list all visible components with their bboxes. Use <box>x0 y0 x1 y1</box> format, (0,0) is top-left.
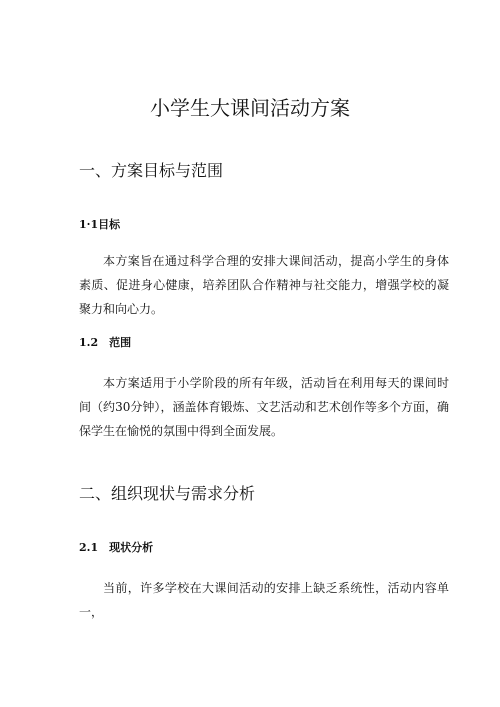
section-heading-2: 二、组织现状与需求分析 <box>79 484 256 503</box>
subsection-heading-1-1: 1·1目标 <box>79 218 121 231</box>
subsection-heading-1-2: 1.2 范围 <box>79 336 132 349</box>
document-title: 小学生大课间活动方案 <box>150 96 350 120</box>
paragraph-1-2: 本方案适用于小学阶段的所有年级，活动旨在利用每天的课间时间（约30分钟），涵盖体育锻炼、文艺活动和艺术创作等多个方面，确保学生在愉悦的氛围中得到全面发展。 <box>79 376 449 438</box>
paragraph-2-1: 当前，许多学校在大课间活动的安排上缺乏系统性，活动内容单一， <box>79 581 449 619</box>
subsection-heading-2-1: 2.1 现状分析 <box>79 541 154 554</box>
section-heading-1: 一、方案目标与范围 <box>79 161 224 180</box>
paragraph-1-1: 本方案旨在通过科学合理的安排大课间活动，提高小学生的身体素质、促进身心健康，培养团队合作精神与社交能力，增强学校的凝聚力和向心力。 <box>79 254 449 316</box>
